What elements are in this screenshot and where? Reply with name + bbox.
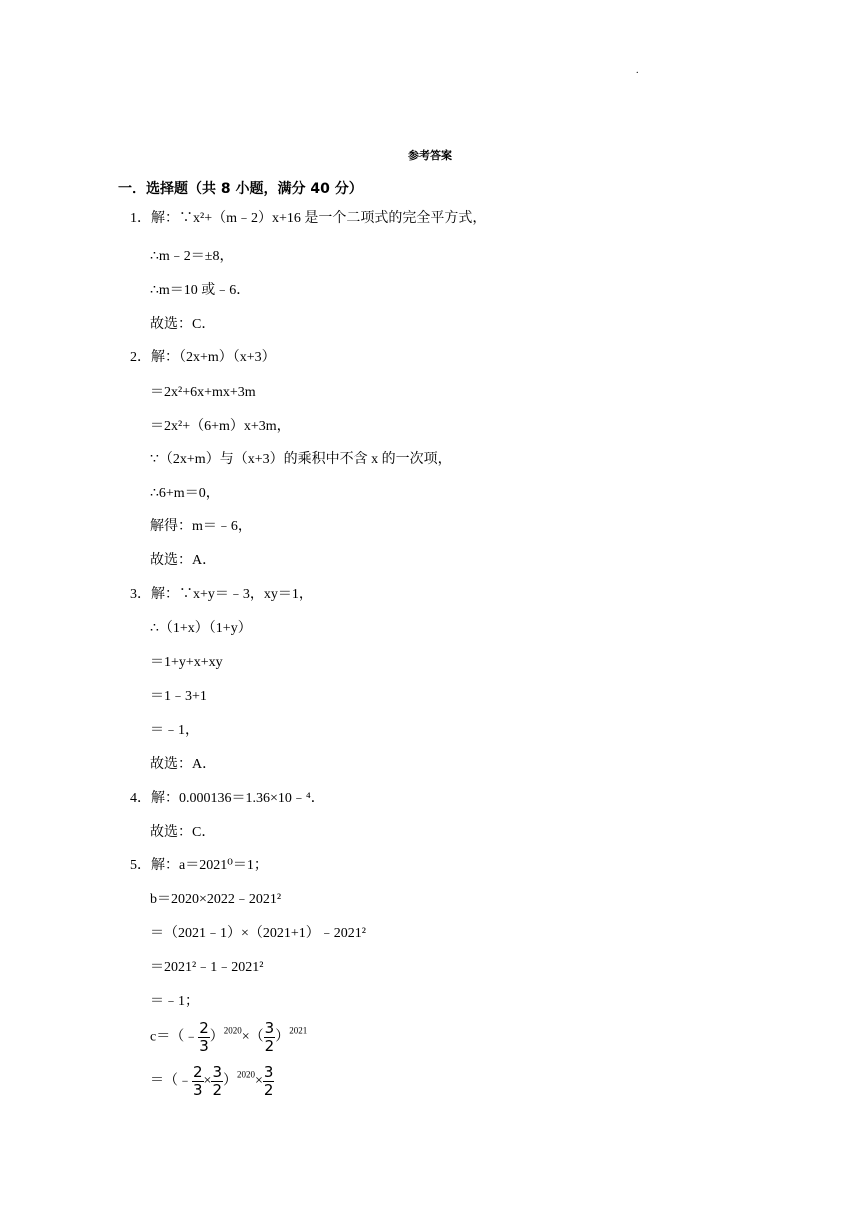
answer-line: 4．解：0.000136＝1.36×10﹣⁴． (130, 791, 325, 806)
fraction (264, 1020, 276, 1055)
answer-line: ∴m﹣2＝±8， (150, 249, 234, 264)
fraction-denominator: 3 (199, 1037, 209, 1055)
fraction (211, 1064, 223, 1099)
answer-line: 3．解：∵x+y＝﹣3，xy＝1， (130, 587, 313, 602)
fraction (198, 1020, 210, 1055)
fraction (263, 1064, 275, 1099)
answer-line: 故选：C． (150, 825, 216, 840)
exponent: 2020 (223, 1025, 242, 1036)
answer-line: 5．解：a＝2021⁰＝1； (130, 858, 268, 873)
times-sign: × (203, 1073, 212, 1089)
answer-line: ∵（2x+m）与（x+3）的乘积中不含 x 的一次项， (150, 452, 452, 467)
answer-line: 故选：A． (150, 553, 217, 568)
exponent: 2020 (237, 1069, 255, 1080)
answer-line: ＝（2021﹣1）×（2021+1）﹣2021² (150, 926, 366, 941)
paren-close: ） (209, 1029, 224, 1045)
answer-line: ∴m＝10 或﹣6． (150, 283, 251, 298)
answer-line: ＝﹣1， (150, 723, 199, 738)
fraction-numerator: 2 (193, 1063, 203, 1081)
answer-line: 解得：m＝﹣6， (150, 519, 252, 534)
page-title: 参考答案 (408, 149, 452, 162)
answer-line: ＝2021²﹣1﹣2021² (150, 960, 264, 975)
paren-close: ） (275, 1029, 290, 1045)
answer-line: 1．解：∵x²+（m﹣2）x+16 是一个二项式的完全平方式， (130, 211, 487, 226)
answer-line: ∴6+m＝0， (150, 486, 220, 501)
fraction-denominator: 3 (193, 1081, 203, 1099)
section-heading: 一．选择题（共 8 小题，满分 40 分） (118, 181, 363, 197)
times-paren: ×（ (241, 1029, 264, 1045)
times-sign: × (255, 1073, 263, 1089)
answer-line: ＝﹣1； (150, 994, 199, 1009)
c2-prefix: ＝（﹣ (150, 1073, 192, 1089)
fraction-numerator: 3 (212, 1063, 222, 1081)
c-expression-line-2 (150, 1064, 274, 1099)
fraction (192, 1064, 204, 1099)
answer-line: ＝1﹣3+1 (150, 689, 207, 704)
answer-line: 2．解：（2x+m）（x+3） (130, 350, 276, 365)
answer-line: ＝2x²+（6+m）x+3m， (150, 419, 291, 434)
answer-line: ∴（1+x）（1+y） (150, 621, 252, 636)
answer-line: 故选：C． (150, 317, 216, 332)
answer-line: 故选：A． (150, 757, 217, 772)
fraction-numerator: 3 (263, 1063, 274, 1081)
fraction-denominator: 2 (263, 1081, 274, 1099)
paren-close: ） (223, 1073, 237, 1089)
answer-line: ＝1+y+x+xy (150, 655, 223, 670)
answer-line: ＝2x²+6x+mx+3m (150, 385, 256, 400)
exponent: 2021 (289, 1025, 308, 1036)
answer-line: b＝2020×2022﹣2021² (150, 892, 282, 907)
fraction-numerator: 3 (264, 1019, 275, 1037)
fraction-numerator: 2 (199, 1019, 209, 1037)
fraction-denominator: 2 (264, 1037, 275, 1055)
header-dot: . (636, 65, 639, 76)
fraction-denominator: 2 (212, 1081, 222, 1099)
c-prefix: c＝（﹣ (150, 1029, 199, 1045)
c-expression-line (150, 1020, 307, 1055)
